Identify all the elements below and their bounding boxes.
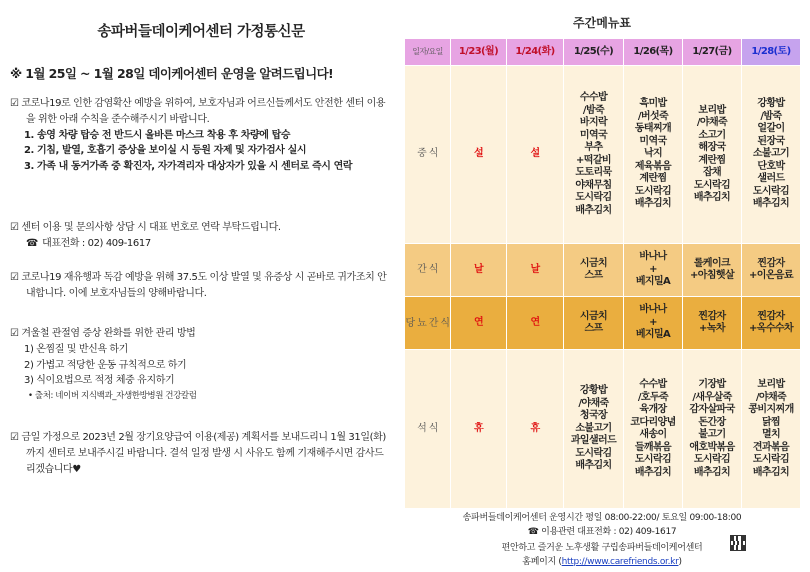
menu-header-row xyxy=(405,39,801,66)
day-header: 1/28(토) xyxy=(742,39,801,66)
covid-rule-item: 2. 기침, 발열, 호흡기 증상을 보이실 시 등원 자제 및 자가검사 실시 xyxy=(24,145,307,157)
menu-cell: 시금치 스프 xyxy=(564,244,624,297)
date-day-label: 일자/요일 xyxy=(405,39,451,66)
menu-cell: 찐감자 +옥수수차 xyxy=(742,297,801,350)
arthritis-section xyxy=(10,326,392,405)
dinner-row xyxy=(405,350,801,509)
menu-cell: 찐감자 +녹차 xyxy=(683,297,742,350)
menu-cell: 보리밥 /야채죽 콩비지찌개 닭찜 멸치 견과볶음 도시락김 배추김치 xyxy=(742,350,801,509)
phone-number: 대표전화 : 02) 409-1617 xyxy=(42,237,151,249)
diabetic-snack-row xyxy=(405,297,801,350)
covid-rules-intro: ☑ 코로나19로 인한 감염확산 예방을 위하여, 보호자님과 어르신들께서도 안전한 센터 이용을 위한 아래 수칙을 준수해주시기 바랍니다. xyxy=(10,98,386,125)
contact-section xyxy=(10,220,392,252)
homepage-link[interactable]: http://www.carefriends.or.kr xyxy=(561,557,679,567)
care-plan-section xyxy=(10,430,392,477)
day-header: 1/25(수) xyxy=(564,39,624,66)
day-header: 1/24(화) xyxy=(507,39,564,66)
menu-cell: 강황밥 /밤죽 얼갈이 된장국 소불고기 단호박 샐러드 도시락김 배추김치 xyxy=(742,66,801,244)
care-plan-text: ☑ 금일 가정으로 2023년 2월 장기요양급여 이용(제공) 계획서를 보내드리니 1월 31일(화)까지 센터로 보내주시길 바랍니다. 결석 일정 발생 시 사유도 함께 기재해주시면 감사드리겠습니다♥ xyxy=(10,432,386,475)
menu-table xyxy=(404,38,801,509)
holiday-cell: 날 xyxy=(451,244,507,297)
contact-text: ☑ 센터 이용 및 문의사항 상담 시 대표 번호로 연락 부탁드립니다. xyxy=(10,222,281,233)
day-header: 1/26(목) xyxy=(624,39,683,66)
weekly-menu-panel xyxy=(404,8,800,564)
qr-code[interactable] xyxy=(731,536,745,550)
lunch-row xyxy=(405,66,801,244)
arthritis-title: ☑ 겨울철 관절염 증상 완화를 위한 관리 방법 xyxy=(10,328,196,339)
menu-cell: 시금치 스프 xyxy=(564,297,624,350)
holiday-cell: 연 xyxy=(507,297,564,350)
menu-cell: 바나나 + 베지밀A xyxy=(624,244,683,297)
source-note: • 출처: 네이버 지식백과_자생한방병원 건강칼럼 xyxy=(28,391,197,402)
covid-rules-section xyxy=(10,96,392,175)
arthritis-item: 2) 가볍고 적당한 운동 규칙적으로 하기 xyxy=(24,359,187,371)
menu-cell: 보리밥 /야채죽 소고기 해장국 계란찜 잡채 도시락김 배추김치 xyxy=(683,66,742,244)
snack-row xyxy=(405,244,801,297)
phone-line xyxy=(10,236,392,252)
holiday-cell: 휴 xyxy=(507,350,564,509)
arthritis-item: 3) 식이요법으로 적정 체중 유지하기 xyxy=(24,375,175,387)
menu-cell: 수수밥 /밤죽 바지락 미역국 부추 +떡갈비 도토리묵 야채무침 도시락김 배추김치 xyxy=(564,66,624,244)
menu-cell: 흑미밥 /버섯죽 동태찌개 미역국 낙지 제육볶음 계란찜 도시락김 배추김치 xyxy=(624,66,683,244)
fever-notice-text: ☑ 코로나19 재유행과 독감 예방을 위해 37.5도 이상 발열 및 유증상 시 곧바로 귀가조치 안내합니다. 이에 보호자님들의 양해바랍니다. xyxy=(10,272,387,299)
menu-cell: 수수밥 /호두죽 육개장 코다리양념 새송이 들깨볶음 도시락김 배추김치 xyxy=(624,350,683,509)
holiday-cell: 날 xyxy=(507,244,564,297)
homepage-line xyxy=(404,554,800,567)
menu-title: 주간메뉴표 xyxy=(573,16,631,30)
row-label-diabetic-snack: 당 뇨 간 식 xyxy=(405,297,451,350)
homepage-end: ) xyxy=(678,557,682,567)
footer-phone: ☎ 이용관련 대표전화 : 02) 409-1617 xyxy=(527,527,677,537)
covid-rule-item: 1. 송영 차량 탑승 전 반드시 올바른 마스크 착용 후 차량에 탑승 xyxy=(24,129,291,141)
newsletter-title: 송파버들데이케어센터 가정통신문 xyxy=(97,24,305,40)
homepage-label: 홈페이지 ( xyxy=(522,557,562,567)
hours-line: 송파버들데이케어센터 운영시간 평일 08:00-22:00/ 토요일 09:00-18:00 xyxy=(462,513,742,523)
menu-cell: 롤케이크 +아침햇살 xyxy=(683,244,742,297)
menu-cell: 강황밥 /야채죽 청국장 소불고기 과일샐러드 도시락김 배추김치 xyxy=(564,350,624,509)
day-header: 1/27(금) xyxy=(683,39,742,66)
slogan-line: 편안하고 즐거운 노후생활 구립송파버들데이케어센터 xyxy=(501,543,703,553)
menu-cell: 찐감자 +이온음료 xyxy=(742,244,801,297)
holiday-cell: 설 xyxy=(507,66,564,244)
arthritis-item: 1) 온찜질 및 반신욕 하기 xyxy=(24,343,128,355)
holiday-cell: 연 xyxy=(451,297,507,350)
row-label-snack: 간 식 xyxy=(405,244,451,297)
menu-cell: 바나나 + 베지밀A xyxy=(624,297,683,350)
holiday-cell: 휴 xyxy=(451,350,507,509)
covid-rule-item: 3. 가족 내 동거가족 중 확진자, 자가격리자 대상자가 있을 시 센터로 즉시 연락 xyxy=(24,161,353,173)
headline-notice: ※ 1월 25일 ~ 1월 28일 데이케어센터 운영을 알려드립니다! xyxy=(10,66,334,81)
phone-icon: ☎ xyxy=(26,237,39,249)
menu-cell: 기장밥 /새우살죽 감자살파국 돈간장 불고기 애호박볶음 도시락김 배추김치 xyxy=(683,350,742,509)
holiday-cell: 설 xyxy=(451,66,507,244)
newsletter-panel xyxy=(10,8,392,564)
fever-notice-section xyxy=(10,270,392,302)
row-label-dinner: 석 식 xyxy=(405,350,451,509)
day-header: 1/23(월) xyxy=(451,39,507,66)
row-label-lunch: 중 식 xyxy=(405,66,451,244)
